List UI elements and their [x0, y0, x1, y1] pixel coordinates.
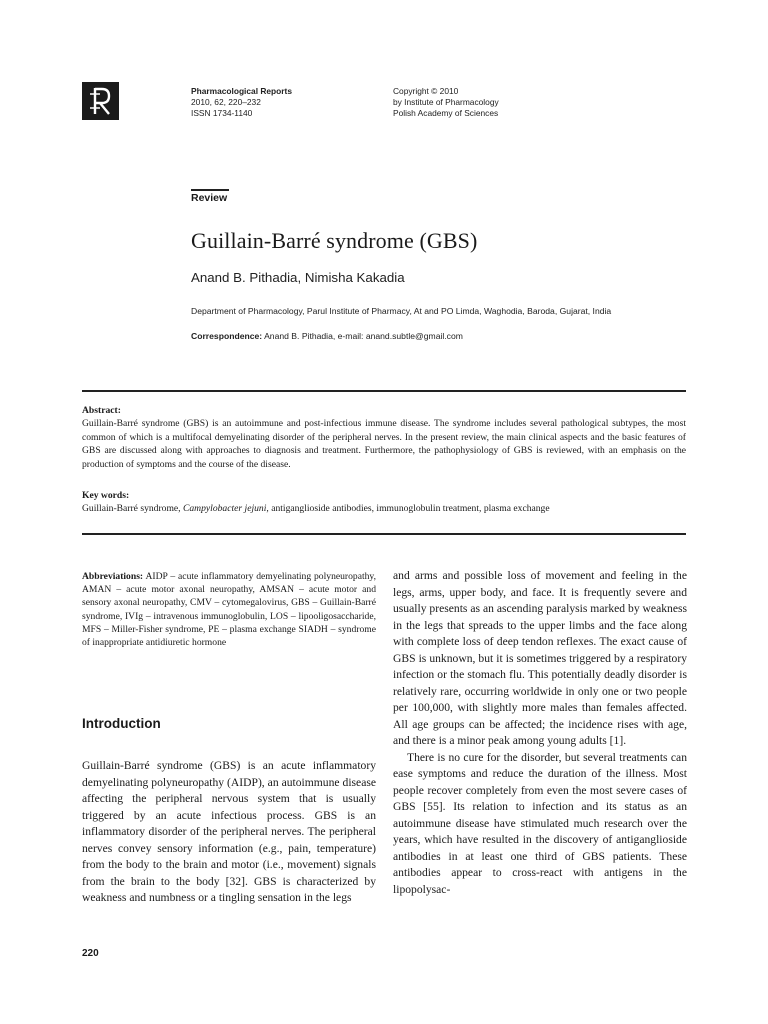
keywords-italic: Campylobacter jejuni	[182, 503, 267, 515]
keywords-heading: Key words:	[82, 490, 130, 501]
intro-paragraph-2: There is no cure for the disorder, but several treatments can ease symptoms and reduce the duration of the illness. Most people recover completely from even the most severe cases of GBS [55]. Its relation to infection and its status as an autoimmune disease have stimulated much research over the years, which have resulted in the discovery of antiganglioside antibodies in at least one third of GBS patients. These antibodies appear to cross-react with antigens in the lipopolysac-	[393, 750, 687, 896]
abstract-top-rule	[82, 390, 686, 392]
copyright-line-1: Copyright © 2010	[393, 86, 459, 96]
abbreviations	[82, 570, 376, 649]
correspondence-label: Correspondence:	[191, 331, 263, 341]
keywords	[82, 489, 686, 516]
abstract	[82, 404, 686, 471]
intro-paragraph-1-continued: and arms and possible loss of movement and feeling in the legs, arms, upper body, and face. It is frequently severe and usually presents as an ascending paralysis marked by weakness in the legs that spreads to the upper limbs and the face along with complete loss of deep tendon reflexes. The exact cause of GBS is unknown, but it is sometimes triggered by a respiratory infection or the stomach flu. This potentially deadly disorder is relatively rare, occurring worldwide in only one or two people per 100,000, with slightly more males than females affected. All age groups can be affected; the incidence rises with age, and there is a minor peak among young adults [1].	[393, 569, 687, 747]
abstract-bottom-rule	[82, 533, 686, 535]
keywords-part-2: , antiganglioside antibodies, immunoglobulin treatment, plasma exchange	[266, 503, 550, 515]
copyright-info	[393, 86, 499, 119]
section-label: Review	[191, 192, 228, 204]
journal-logo	[82, 82, 119, 120]
author-affiliation: Department of Pharmacology, Parul Institute of Pharmacy, At and PO Limda, Waghodia, Baroda, Gujarat, India	[191, 306, 612, 316]
abbreviations-text: AIDP – acute inflammatory demyelinating polyneuropathy, AMAN – acute motor axonal neuropathy, AMSAN – acute motor and sensory axonal neuropathy, CMV – cytomegalovirus, GBS – Guillain-Barré syndrome, IVIg – intravenous immunoglobulin, LOS – lipooligosaccharide, MFS – Miller-Fisher syndrome, PE – plasma exchange SIADH – syndrome of inappropriate antidiuretic hormone	[82, 571, 376, 649]
abbreviations-label: Abbreviations:	[82, 571, 144, 582]
right-column-text	[393, 568, 687, 898]
journal-name: Pharmacological Reports	[191, 86, 292, 96]
abstract-heading: Abstract:	[82, 405, 121, 416]
introduction-heading: Introduction	[82, 716, 161, 731]
left-column-text	[82, 758, 376, 907]
keywords-part-1: Guillain-Barré syndrome,	[82, 503, 183, 515]
article-title: Guillain-Barré syndrome (GBS)	[191, 228, 478, 253]
copyright-line-3: Polish Academy of Sciences	[393, 108, 499, 118]
intro-paragraph-1: Guillain-Barré syndrome (GBS) is an acute inflammatory demyelinating polyneuropathy (AIDP), an autoimmune disease affecting the peripheral nervous system that is usually triggered by an acute infectious process. GBS is an inflammatory disorder of the peripheral nerves. The peripheral nerves convey sensory information (e.g., pain, temperature) from the body to the brain and motor (i.e., movement) signals from the brain to the body [32]. GBS is characterized by weakness and numbness or a tingling sensation in the legs	[82, 759, 376, 904]
logo-monogram-icon	[82, 82, 119, 120]
page-number: 220	[82, 948, 99, 959]
section-rule	[191, 189, 229, 191]
journal-info	[191, 86, 292, 119]
copyright-line-2: by Institute of Pharmacology	[393, 97, 499, 107]
journal-issue: 2010, 62, 220–232	[191, 97, 261, 107]
correspondence-text: Anand B. Pithadia, e-mail: anand.subtle@gmail.com	[262, 331, 463, 341]
correspondence	[191, 331, 463, 341]
article-authors: Anand B. Pithadia, Nimisha Kakadia	[191, 270, 405, 285]
keywords-text	[82, 502, 686, 515]
journal-issn: ISSN 1734-1140	[191, 108, 253, 118]
abstract-text: Guillain-Barré syndrome (GBS) is an autoimmune and post-infectious immune disease. The syndrome includes several pathological subtypes, the most common of which is a multifocal demyelinating disorder of the peripheral nerves. In the present review, the main clinical aspects and the basic features of GBS are discussed along with approaches to diagnosis and treatment. Furthermore, the pathophysiology of GBS is reviewed, with an emphasis on the production of symptoms and the course of the disease.	[82, 418, 686, 470]
